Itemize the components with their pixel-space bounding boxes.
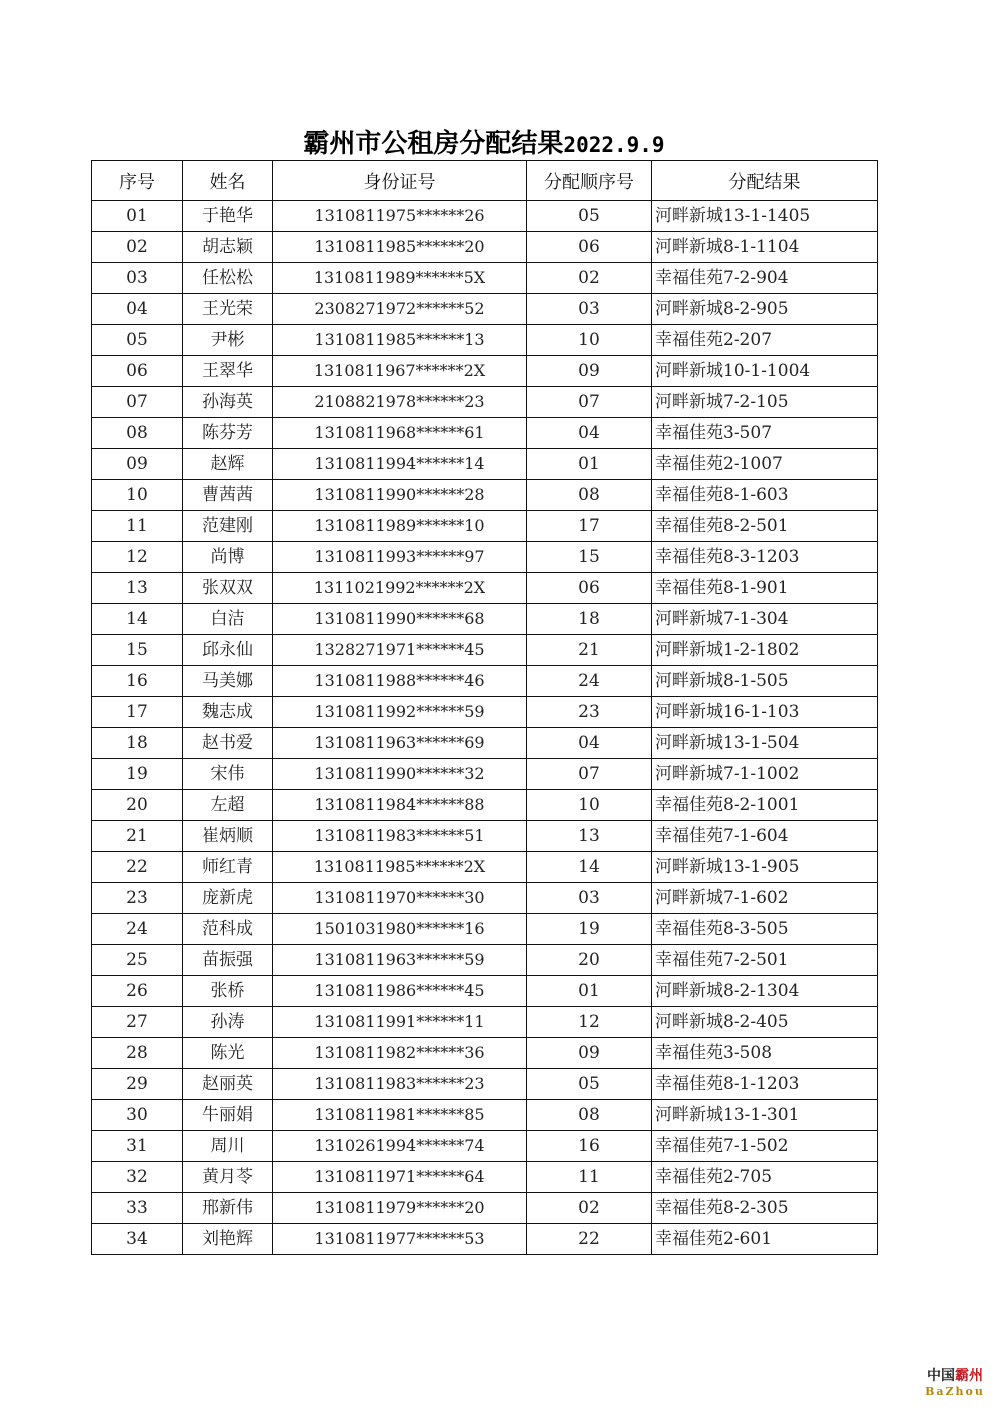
cell-id-number: 1310811968******61 [273, 418, 527, 449]
cell-name: 赵辉 [183, 449, 273, 480]
cell-allocation-result: 河畔新城13-1-504 [652, 728, 878, 759]
table-row [92, 573, 878, 604]
cell-allocation-order: 07 [527, 387, 652, 418]
header-name: 姓名 [183, 161, 273, 201]
table-row [92, 728, 878, 759]
cell-allocation-order: 16 [527, 1131, 652, 1162]
cell-serial: 04 [92, 294, 183, 325]
cell-serial: 03 [92, 263, 183, 294]
cell-id-number: 1310811963******59 [273, 945, 527, 976]
cell-id-number: 1311021992******2X [273, 573, 527, 604]
cell-serial: 19 [92, 759, 183, 790]
table-body [92, 201, 878, 1255]
allocation-table [91, 160, 878, 1255]
table-row [92, 387, 878, 418]
cell-serial: 26 [92, 976, 183, 1007]
cell-allocation-result: 河畔新城10-1-1004 [652, 356, 878, 387]
logo-cn-city: 霸州 [955, 1368, 983, 1384]
cell-serial: 05 [92, 325, 183, 356]
cell-id-number: 1310811982******36 [273, 1038, 527, 1069]
cell-allocation-order: 12 [527, 1007, 652, 1038]
cell-name: 任松松 [183, 263, 273, 294]
cell-allocation-result: 幸福佳苑2-705 [652, 1162, 878, 1193]
cell-name: 宋伟 [183, 759, 273, 790]
table-row [92, 759, 878, 790]
logo-cn-prefix: 中国 [927, 1368, 955, 1384]
table-row [92, 294, 878, 325]
cell-name: 曹茜茜 [183, 480, 273, 511]
header-serial: 序号 [92, 161, 183, 201]
cell-allocation-order: 08 [527, 480, 652, 511]
cell-serial: 30 [92, 1100, 183, 1131]
cell-serial: 32 [92, 1162, 183, 1193]
cell-name: 张双双 [183, 573, 273, 604]
cell-allocation-result: 河畔新城7-1-1002 [652, 759, 878, 790]
cell-allocation-result: 幸福佳苑8-2-1001 [652, 790, 878, 821]
table-row [92, 945, 878, 976]
table-row [92, 511, 878, 542]
cell-id-number: 1310811988******46 [273, 666, 527, 697]
cell-allocation-result: 河畔新城13-1-905 [652, 852, 878, 883]
cell-allocation-order: 02 [527, 1193, 652, 1224]
cell-name: 陈芬芳 [183, 418, 273, 449]
cell-id-number: 1310811971******64 [273, 1162, 527, 1193]
cell-allocation-order: 08 [527, 1100, 652, 1131]
cell-name: 苗振强 [183, 945, 273, 976]
cell-name: 师红青 [183, 852, 273, 883]
cell-allocation-result: 幸福佳苑2-1007 [652, 449, 878, 480]
table-row [92, 1069, 878, 1100]
cell-allocation-result: 幸福佳苑3-507 [652, 418, 878, 449]
cell-allocation-order: 06 [527, 573, 652, 604]
cell-serial: 20 [92, 790, 183, 821]
cell-allocation-result: 河畔新城7-1-304 [652, 604, 878, 635]
cell-id-number: 1310811994******14 [273, 449, 527, 480]
table-row [92, 356, 878, 387]
table-row [92, 325, 878, 356]
cell-allocation-order: 15 [527, 542, 652, 573]
cell-name: 崔炳顺 [183, 821, 273, 852]
cell-serial: 27 [92, 1007, 183, 1038]
header-id-number: 身份证号 [273, 161, 527, 201]
cell-allocation-order: 24 [527, 666, 652, 697]
table-row [92, 1193, 878, 1224]
cell-allocation-order: 14 [527, 852, 652, 883]
table-row [92, 1224, 878, 1255]
cell-id-number: 1310811963******69 [273, 728, 527, 759]
cell-allocation-result: 河畔新城13-1-301 [652, 1100, 878, 1131]
cell-allocation-order: 18 [527, 604, 652, 635]
cell-serial: 02 [92, 232, 183, 263]
cell-name: 张桥 [183, 976, 273, 1007]
cell-serial: 09 [92, 449, 183, 480]
cell-allocation-result: 河畔新城7-2-105 [652, 387, 878, 418]
cell-serial: 15 [92, 635, 183, 666]
cell-name: 王光荣 [183, 294, 273, 325]
cell-allocation-result: 幸福佳苑8-1-901 [652, 573, 878, 604]
cell-serial: 29 [92, 1069, 183, 1100]
cell-serial: 23 [92, 883, 183, 914]
cell-id-number: 1310811990******28 [273, 480, 527, 511]
cell-allocation-order: 10 [527, 790, 652, 821]
cell-allocation-result: 幸福佳苑8-1-1203 [652, 1069, 878, 1100]
title-date: 2022.9.9 [563, 133, 665, 157]
cell-name: 范科成 [183, 914, 273, 945]
table-row [92, 1162, 878, 1193]
cell-allocation-result: 幸福佳苑2-601 [652, 1224, 878, 1255]
cell-serial: 18 [92, 728, 183, 759]
cell-name: 陈光 [183, 1038, 273, 1069]
cell-allocation-order: 22 [527, 1224, 652, 1255]
cell-name: 刘艳辉 [183, 1224, 273, 1255]
logo-en-text: BaZhou [925, 1385, 985, 1398]
table-row [92, 1038, 878, 1069]
cell-allocation-order: 23 [527, 697, 652, 728]
cell-allocation-order: 19 [527, 914, 652, 945]
cell-name: 周川 [183, 1131, 273, 1162]
cell-id-number: 1310811985******13 [273, 325, 527, 356]
header-allocation-result: 分配结果 [652, 161, 878, 201]
table-row [92, 232, 878, 263]
cell-allocation-result: 幸福佳苑2-207 [652, 325, 878, 356]
table-row [92, 883, 878, 914]
table-row [92, 201, 878, 232]
cell-allocation-result: 河畔新城7-1-602 [652, 883, 878, 914]
cell-serial: 06 [92, 356, 183, 387]
cell-allocation-result: 河畔新城1-2-1802 [652, 635, 878, 666]
cell-id-number: 1310811981******85 [273, 1100, 527, 1131]
cell-name: 王翠华 [183, 356, 273, 387]
site-watermark-logo [922, 1367, 988, 1407]
cell-serial: 13 [92, 573, 183, 604]
table-header [92, 161, 878, 201]
cell-allocation-order: 10 [527, 325, 652, 356]
cell-allocation-result: 幸福佳苑7-2-501 [652, 945, 878, 976]
cell-allocation-result: 河畔新城8-2-405 [652, 1007, 878, 1038]
cell-id-number: 1310811985******2X [273, 852, 527, 883]
header-allocation-order: 分配顺序号 [527, 161, 652, 201]
cell-allocation-order: 17 [527, 511, 652, 542]
cell-allocation-result: 幸福佳苑8-3-1203 [652, 542, 878, 573]
cell-name: 邢新伟 [183, 1193, 273, 1224]
cell-serial: 34 [92, 1224, 183, 1255]
cell-id-number: 1310811986******45 [273, 976, 527, 1007]
page-title [90, 124, 878, 164]
cell-serial: 12 [92, 542, 183, 573]
table-row [92, 790, 878, 821]
table-row [92, 449, 878, 480]
cell-id-number: 1310261994******74 [273, 1131, 527, 1162]
cell-name: 赵丽英 [183, 1069, 273, 1100]
cell-serial: 11 [92, 511, 183, 542]
table-row [92, 542, 878, 573]
cell-allocation-order: 07 [527, 759, 652, 790]
cell-name: 于艳华 [183, 201, 273, 232]
cell-name: 邱永仙 [183, 635, 273, 666]
table-row [92, 914, 878, 945]
cell-id-number: 1310811983******51 [273, 821, 527, 852]
cell-allocation-order: 06 [527, 232, 652, 263]
cell-allocation-result: 幸福佳苑7-1-604 [652, 821, 878, 852]
cell-allocation-result: 幸福佳苑8-2-305 [652, 1193, 878, 1224]
cell-allocation-order: 13 [527, 821, 652, 852]
cell-name: 尚博 [183, 542, 273, 573]
cell-id-number: 1310811979******20 [273, 1193, 527, 1224]
table-row [92, 418, 878, 449]
cell-name: 左超 [183, 790, 273, 821]
table-row [92, 263, 878, 294]
logo-cn-text [922, 1367, 988, 1385]
cell-id-number: 1310811977******53 [273, 1224, 527, 1255]
cell-id-number: 1501031980******16 [273, 914, 527, 945]
cell-serial: 08 [92, 418, 183, 449]
cell-name: 赵书爱 [183, 728, 273, 759]
cell-allocation-result: 河畔新城8-2-1304 [652, 976, 878, 1007]
table-row [92, 666, 878, 697]
cell-allocation-result: 幸福佳苑3-508 [652, 1038, 878, 1069]
cell-allocation-result: 幸福佳苑8-3-505 [652, 914, 878, 945]
cell-allocation-result: 幸福佳苑7-1-502 [652, 1131, 878, 1162]
cell-id-number: 1310811989******10 [273, 511, 527, 542]
cell-id-number: 1310811985******20 [273, 232, 527, 263]
cell-allocation-order: 04 [527, 418, 652, 449]
table-row [92, 1100, 878, 1131]
cell-allocation-result: 幸福佳苑8-1-603 [652, 480, 878, 511]
header-row [92, 161, 878, 201]
table-row [92, 852, 878, 883]
cell-id-number: 1310811989******5X [273, 263, 527, 294]
cell-name: 庞新虎 [183, 883, 273, 914]
cell-allocation-order: 01 [527, 449, 652, 480]
cell-name: 黄月苓 [183, 1162, 273, 1193]
table-row [92, 480, 878, 511]
cell-allocation-result: 河畔新城8-2-905 [652, 294, 878, 325]
cell-allocation-order: 03 [527, 883, 652, 914]
cell-id-number: 1310811990******68 [273, 604, 527, 635]
cell-serial: 10 [92, 480, 183, 511]
cell-id-number: 2108821978******23 [273, 387, 527, 418]
cell-id-number: 1310811990******32 [273, 759, 527, 790]
cell-allocation-result: 河畔新城13-1-1405 [652, 201, 878, 232]
table-row [92, 604, 878, 635]
cell-id-number: 1328271971******45 [273, 635, 527, 666]
cell-id-number: 1310811992******59 [273, 697, 527, 728]
cell-id-number: 1310811975******26 [273, 201, 527, 232]
cell-name: 马美娜 [183, 666, 273, 697]
cell-name: 胡志颖 [183, 232, 273, 263]
cell-name: 孙海英 [183, 387, 273, 418]
cell-serial: 17 [92, 697, 183, 728]
cell-allocation-order: 04 [527, 728, 652, 759]
title-main: 霸州市公租房分配结果 [303, 129, 564, 159]
cell-allocation-result: 河畔新城8-1-1104 [652, 232, 878, 263]
cell-id-number: 1310811984******88 [273, 790, 527, 821]
cell-allocation-result: 幸福佳苑8-2-501 [652, 511, 878, 542]
cell-serial: 21 [92, 821, 183, 852]
table-row [92, 976, 878, 1007]
cell-allocation-order: 20 [527, 945, 652, 976]
cell-serial: 16 [92, 666, 183, 697]
cell-serial: 33 [92, 1193, 183, 1224]
table-row [92, 1007, 878, 1038]
cell-id-number: 2308271972******52 [273, 294, 527, 325]
table-row [92, 635, 878, 666]
cell-name: 白洁 [183, 604, 273, 635]
cell-serial: 28 [92, 1038, 183, 1069]
cell-allocation-order: 11 [527, 1162, 652, 1193]
cell-allocation-order: 21 [527, 635, 652, 666]
cell-name: 尹彬 [183, 325, 273, 356]
cell-id-number: 1310811993******97 [273, 542, 527, 573]
table-row [92, 821, 878, 852]
cell-allocation-order: 09 [527, 1038, 652, 1069]
cell-name: 魏志成 [183, 697, 273, 728]
cell-name: 范建刚 [183, 511, 273, 542]
cell-serial: 01 [92, 201, 183, 232]
cell-allocation-order: 05 [527, 201, 652, 232]
cell-name: 孙涛 [183, 1007, 273, 1038]
table-row [92, 1131, 878, 1162]
cell-allocation-order: 03 [527, 294, 652, 325]
cell-serial: 14 [92, 604, 183, 635]
cell-serial: 07 [92, 387, 183, 418]
cell-allocation-order: 01 [527, 976, 652, 1007]
cell-allocation-order: 09 [527, 356, 652, 387]
cell-allocation-result: 幸福佳苑7-2-904 [652, 263, 878, 294]
cell-allocation-result: 河畔新城16-1-103 [652, 697, 878, 728]
cell-serial: 24 [92, 914, 183, 945]
cell-serial: 22 [92, 852, 183, 883]
cell-id-number: 1310811967******2X [273, 356, 527, 387]
cell-serial: 25 [92, 945, 183, 976]
table-row [92, 697, 878, 728]
cell-id-number: 1310811970******30 [273, 883, 527, 914]
cell-id-number: 1310811991******11 [273, 1007, 527, 1038]
cell-name: 牛丽娟 [183, 1100, 273, 1131]
cell-allocation-result: 河畔新城8-1-505 [652, 666, 878, 697]
cell-allocation-order: 05 [527, 1069, 652, 1100]
cell-allocation-order: 02 [527, 263, 652, 294]
cell-id-number: 1310811983******23 [273, 1069, 527, 1100]
cell-serial: 31 [92, 1131, 183, 1162]
